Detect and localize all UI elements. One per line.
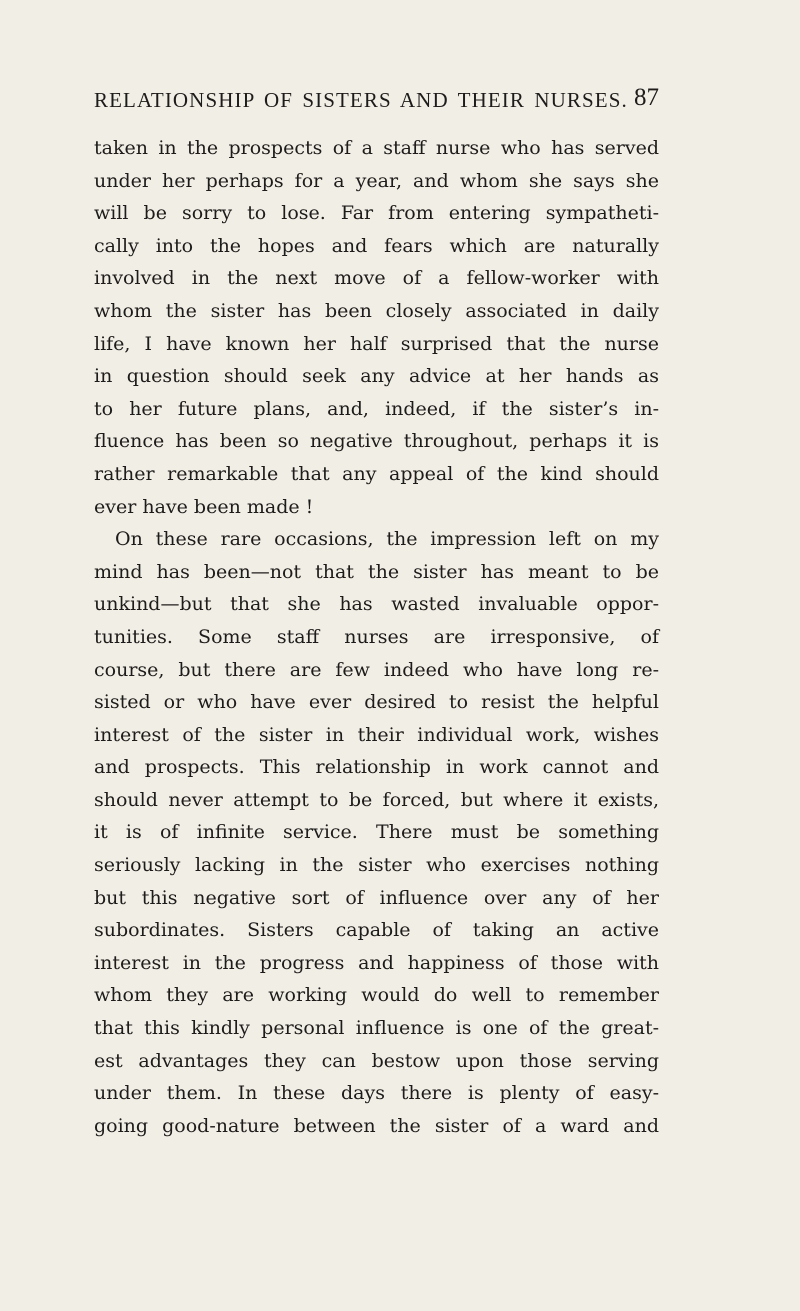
text-line: should never attempt to be forced, but where it exists, — [94, 788, 659, 811]
text-line: will be sorry to lose. Far from entering sympatheti- — [94, 202, 659, 225]
text-line: fluence has been so negative throughout, perhaps it is — [94, 430, 659, 453]
page-header — [94, 84, 659, 118]
text-line: est advantages they can bestow upon those serving — [94, 1049, 659, 1072]
text-line: interest in the progress and happiness of those with — [94, 951, 659, 974]
text-line: involved in the next move of a fellow-worker with — [94, 267, 659, 290]
text-line: whom they are working would do well to remember — [94, 984, 659, 1007]
text-line: under her perhaps for a year, and whom she says she — [94, 169, 659, 192]
text-line: tunities. Some staff nurses are irresponsive, of — [94, 625, 659, 648]
text-line: cally into the hopes and fears which are naturally — [94, 234, 659, 257]
body-text — [94, 132, 659, 1142]
text-line: sisted or who have ever desired to resist the helpful — [94, 691, 659, 714]
text-line: rather remarkable that any appeal of the kind should — [94, 462, 659, 485]
text-line: and prospects. This relationship in work cannot and — [94, 756, 659, 779]
text-line: to her future plans, and, indeed, if the sister’s in- — [94, 397, 659, 420]
text-line: that this kindly personal influence is one of the great- — [94, 1017, 659, 1040]
text-line: seriously lacking in the sister who exercises nothing — [94, 854, 659, 877]
text-line: subordinates. Sisters capable of taking an active — [94, 919, 659, 942]
text-line: going good-nature between the sister of a ward and — [94, 1114, 659, 1137]
text-line: ever have been made ! — [94, 495, 314, 518]
text-line: course, but there are few indeed who have long re- — [94, 658, 659, 681]
text-line: but this negative sort of influence over any of her — [94, 886, 659, 909]
text-line: unkind—but that she has wasted invaluable oppor- — [94, 593, 659, 616]
text-line: life, I have known her half surprised that the nurse — [94, 332, 659, 355]
page-number: 87 — [634, 84, 659, 111]
text-line: in question should seek any advice at her hands as — [94, 365, 659, 388]
running-head: RELATIONSHIP OF SISTERS AND THEIR NURSES. — [94, 88, 628, 112]
text-line: taken in the prospects of a staff nurse who has served — [94, 137, 659, 159]
text-line: under them. In these days there is plenty of easy- — [94, 1082, 659, 1105]
text-line: mind has been—not that the sister has meant to be — [94, 560, 659, 583]
text-line: whom the sister has been closely associated in daily — [94, 299, 659, 322]
text-line: it is of infinite service. There must be something — [94, 821, 659, 844]
text-line: On these rare occasions, the impression left on my — [115, 528, 659, 551]
text-line: interest of the sister in their individual work, wishes — [94, 723, 659, 746]
